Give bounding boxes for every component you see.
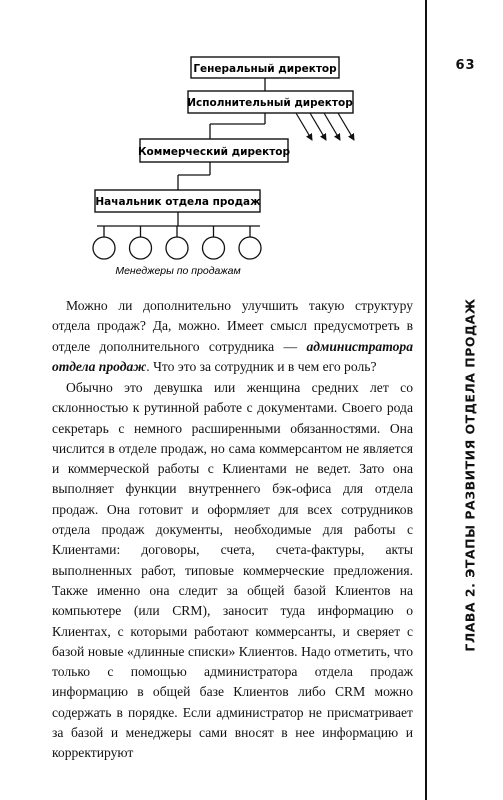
subordinate-arrow (310, 113, 326, 140)
node-general-director-label: Генеральный директор (193, 63, 337, 75)
subordinate-arrow (338, 113, 354, 140)
paragraph-1-text-a: Можно ли дополнительно улучшить такую структуру отдела продаж? Да, можно. Имеет смысл предусмотреть в отделе дополнительного сотрудника — (52, 298, 413, 354)
node-commercial-director (138, 139, 291, 162)
node-commercial-director-label: Коммерческий директор (137, 146, 291, 158)
org-chart (0, 0, 425, 290)
node-general-director (191, 57, 339, 78)
node-sales-head (95, 190, 261, 212)
node-sales-head-label: Начальник отдела продаж (95, 196, 261, 208)
manager-circle (130, 237, 152, 259)
manager-circle (166, 237, 188, 259)
manager-circle (239, 237, 261, 259)
side-rule (425, 0, 427, 800)
subordinate-arrow (324, 113, 340, 140)
chapter-title: ГЛАВА 2. ЭТАПЫ РАЗВИТИЯ ОТДЕЛА ПРОДАЖ (462, 298, 478, 652)
subordinate-arrow (296, 113, 312, 140)
paragraph-1-emphasis: администратора отдела продаж (52, 338, 413, 374)
paragraph-1 (52, 296, 413, 377)
manager-circle (93, 237, 115, 259)
node-executive-director-label: Исполнительный директор (187, 97, 353, 109)
node-executive-director (187, 91, 353, 113)
managers-caption: Менеджеры по продажам (115, 265, 241, 277)
page-number: 63 (455, 58, 476, 73)
manager-circle (203, 237, 225, 259)
paragraph-2: Обычно это девушка или женщина средних лет со склонностью к рутинной работе с документами. Своего рода секретарь с немного расширенными обязанностями. Она числится в отделе продаж, но сама коммерсантом не является и коммерческой работы с Клиентами не ведет. Зато она выполняет функции внутреннего бэк-офиса для отдела продаж. Она готовит и оформляет для всех сотрудников отдела продаж документы, необходимые для работы с Клиентами: договоры, счета, счета-фактуры, акты выполненных работ, типовые коммерческие предложения. Также именно она следит за общей базой Клиентов на компьютере (или CRM), заносит туда информацию о Клиентах, с которыми работают коммерсанты, и сверяет с базой новые «длинные списки» Клиентов. Надо отметить, что только с помощью администратора отдела продаж информацию в общей базе Клиентов либо CRM можно содержать в порядке. Если администратор не присматривает за базой и менеджеры сами вносят в нее информацию и корректируют (52, 380, 413, 761)
paragraph-1-text-b: . Что это за сотрудник и в чем его роль? (146, 358, 377, 374)
